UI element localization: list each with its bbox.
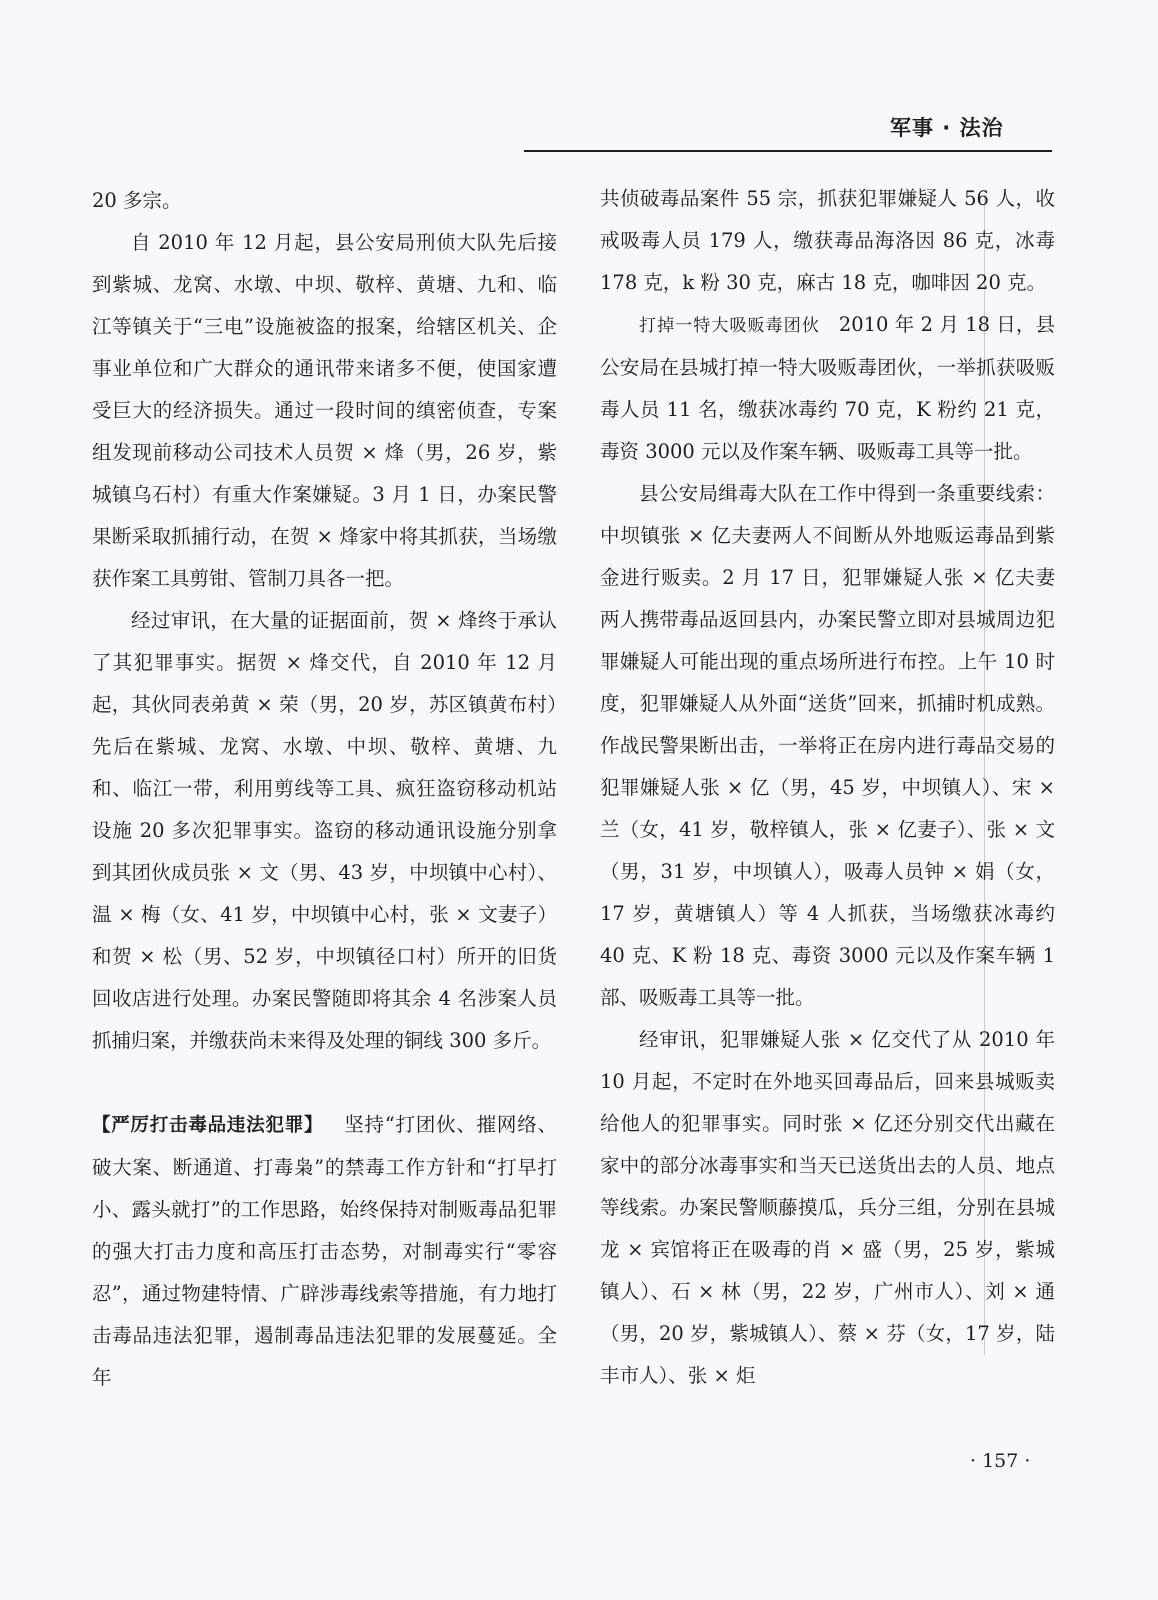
left-column (92, 180, 557, 1399)
section-paragraph (92, 1104, 557, 1399)
page-number: · 157 · (970, 1450, 1031, 1472)
paragraph: 县公安局缉毒大队在工作中得到一条重要线索：中坝镇张 × 亿夫妻两人不间断从外地贩运毒品到紫金进行贩卖。2 月 17 日，犯罪嫌疑人张 × 亿夫妻两人携带毒品返回县内，办案民警立即对县城周边犯罪嫌疑人可能出现的重点场所进行布控。上午 10 时度，犯罪嫌疑人从外面“送货”回来，抓捕时机成熟。作战民警果断出击，一举将正在房内进行毒品交易的犯罪嫌疑人张 × 亿（男，45 岁，中坝镇人）、宋 × 兰（女，41 岁，敬梓镇人，张 × 亿妻子）、张 × 文（男，31 岁，中坝镇人），吸毒人员钟 × 娟（女，17 岁，黄塘镇人）等 4 人抓获，当场缴获冰毒约 40 克、K 粉 18 克、毒资 3000 元以及作案车辆 1 部、吸贩毒工具等一批。 (600, 482, 1055, 1009)
header-rule (524, 150, 1052, 152)
paragraph: 共侦破毒品案件 55 宗，抓获犯罪嫌疑人 56 人，收戒吸毒人员 179 人，缴获毒品海洛因 86 克，冰毒 178 克，k 粉 30 克，麻古 18 克，咖啡因 20 克。 (600, 187, 1055, 294)
subsection-heading: 打掉一特大吸贩毒团伙 (639, 316, 820, 336)
subsection-body: 2010 年 2 月 18 日，县公安局在县城打掉一特大吸贩毒团伙，一举抓获吸贩毒人员 11 名，缴获冰毒约 70 克，K 粉约 21 克，毒资 3000 元以及作案车辆、吸贩毒工具等一批。 (600, 313, 1055, 463)
section-header-title: 军事 · 法治 (890, 116, 1004, 140)
subsection-paragraph (600, 304, 1055, 473)
paragraph: 自 2010 年 12 月起，县公安局刑侦大队先后接到紫城、龙窝、水墩、中坝、敬梓、黄塘、九和、临江等镇关于“三电”设施被盗的报案，给辖区机关、企事业单位和广大群众的通讯带来诸多不便，使国家遭受巨大的经济损失。通过一段时间的缜密侦查，专案组发现前移动公司技术人员贺 × 烽（男，26 岁，紫城镇乌石村）有重大作案嫌疑。3 月 1 日，办案民警果断采取抓捕行动，在贺 × 烽家中将其抓获，当场缴获作案工具剪钳、管制刀具各一把。 (92, 231, 557, 590)
section-body: 坚持“打团伙、摧网络、破大案、断通道、打毒枭”的禁毒工作方针和“打早打小、露头就打”的工作思路，始终保持对制贩毒品犯罪的强大打击力度和高压打击态势，对制毒实行“零容忍”，通过物建特情、广辟涉毒线索等措施，有力地打击毒品违法犯罪，遏制毒品违法犯罪的发展蔓延。全年 (92, 1113, 557, 1389)
paragraph: 经审讯，犯罪嫌疑人张 × 亿交代了从 2010 年 10 月起，不定时在外地买回毒品后，回来县城贩卖给他人的犯罪事实。同时张 × 亿还分别交代出藏在家中的部分冰毒事实和当天已送货出去的人员、地点等线索。办案民警顺藤摸瓜，兵分三组，分别在县城龙 × 宾馆将正在吸毒的肖 × 盛（男，25 岁，紫城镇人）、石 × 林（男，22 岁，广州市人）、刘 × 通（男，20 岁，紫城镇人）、蔡 × 芬（女，17 岁，陆丰市人）、张 × 炬 (600, 1028, 1055, 1387)
paragraph: 20 多宗。 (92, 189, 182, 212)
section-heading: 【严厉打击毒品违法犯罪】 (92, 1115, 324, 1136)
right-column (600, 178, 1055, 1397)
paragraph: 经过审讯，在大量的证据面前，贺 × 烽终于承认了其犯罪事实。据贺 × 烽交代，自 2010 年 12 月起，其伙同表弟黄 × 荣（男，20 岁，苏区镇黄布村）先后在紫城、龙窝、水墩、中坝、敬梓、黄塘、九和、临江一带，利用剪线等工具、疯狂盗窃移动机站设施 20 多次犯罪事实。盗窃的移动通讯设施分别拿到其团伙成员张 × 文（男、43 岁，中坝镇中心村）、温 × 梅（女、41 岁，中坝镇中心村，张 × 文妻子）和贺 × 松（男、52 岁，中坝镇径口村）所开的旧货回收店进行处理。办案民警随即将其余 4 名涉案人员抓捕归案，并缴获尚未来得及处理的铜线 300 多斤。 (92, 609, 557, 1052)
